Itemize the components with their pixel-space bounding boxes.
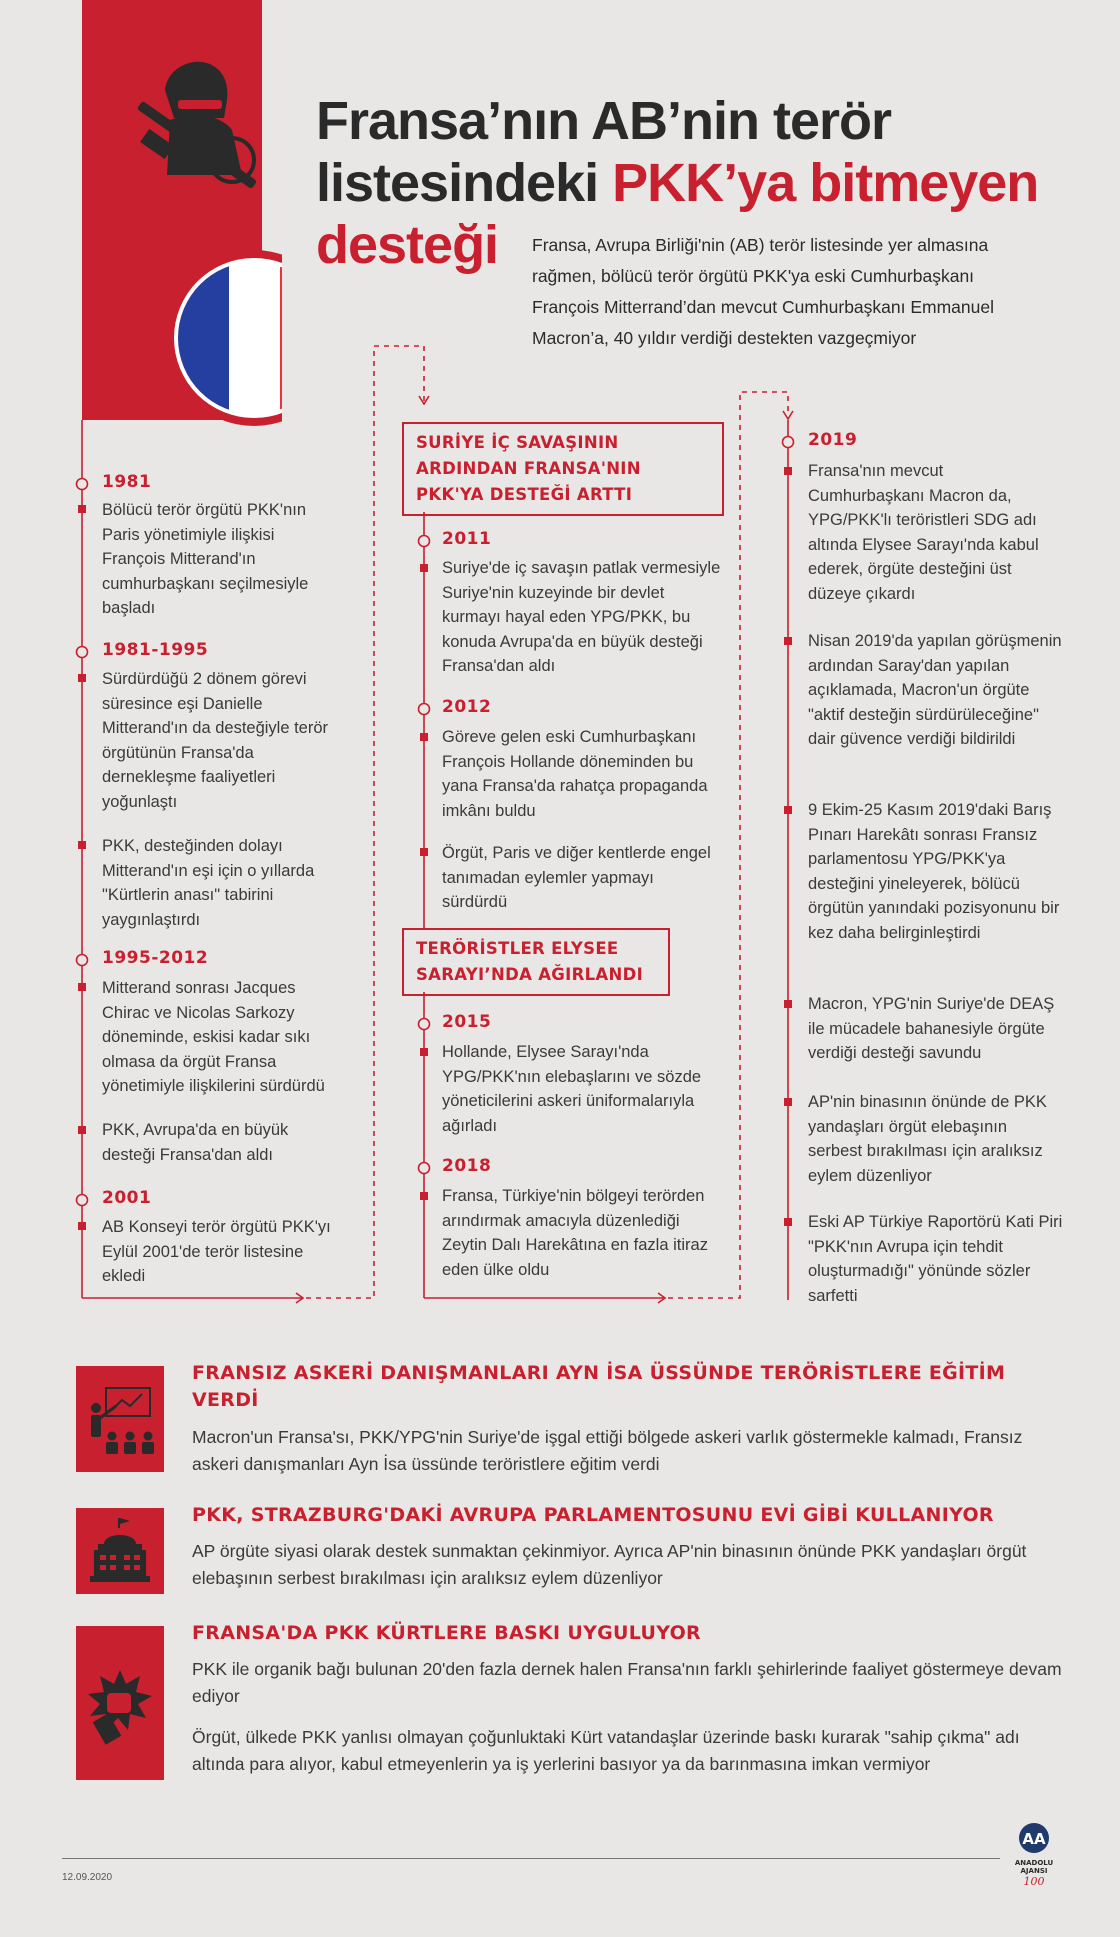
pressure-icon-box xyxy=(76,1626,164,1780)
block-parliament-title: PKK, STRAZBURG'DAKİ AVRUPA PARLAMENTOSUNU EVİ GİBİ KULLANIYOR xyxy=(192,1504,994,1526)
event-1995-2012-b: PKK, Avrupa'da en büyük desteği Fransa'dan aldı xyxy=(102,1121,289,1164)
title-line-2-dark: listesindeki xyxy=(316,153,613,213)
event-2019-4: Macron, YPG'nin Suriye'de DEAŞ ile mücadele bahanesiyle örgüte verdiği desteği savundu xyxy=(808,995,1055,1062)
fist-icon xyxy=(76,1626,164,1780)
block-training-text: Macron'un Fransa'sı, PKK/YPG'nin Suriye'de işgal ettiği bölgede askeri varlık göstermekle kalmadı, Fransız askeri danışmanları Ayn İsa üssünde teröristlere eğitim verdi xyxy=(192,1427,1023,1474)
block-pressure-text-a: PKK ile organik bağı bulunan 20'den fazla dernek halen Fransa'nın farklı şehirlerinde faaliyet göstermeye devam ediyor xyxy=(192,1659,1062,1706)
event-1981-1995-b: PKK, desteğinden dolayı Mitterand'ın eşi için o yıllarda "Kürtlerin anası" tabirini yaygınlaştırdı xyxy=(102,837,315,929)
event-2015: Hollande, Elysee Sarayı'nda YPG/PKK'nın elebaşlarını ve sözde yöneticilerini askeri üniformalarıyla ağırladı xyxy=(442,1043,702,1135)
event-2019-3: 9 Ekim-25 Kasım 2019'daki Barış Pınarı Harekâtı sonrası Fransız parlamentosu YPG/PKK'ya desteğini yineleyerek, bölücü örgütün yanındaki pozisyonunu bir kez daha belirginleştirdi xyxy=(808,801,1060,942)
title-line-2-red: PKK’ya bitmeyen xyxy=(612,153,1039,213)
block-pressure-text-b: Örgüt, ülkede PKK yanlısı olmayan çoğunluktaki Kürt vatandaşlar üzerinde baskı kurarak "sahip çıkma" adı altında para alıyor, kabul etmeyenlerin ya iş yerlerini basıyor ya da barınmasına imkan vermiyor xyxy=(192,1727,1020,1774)
year-2018: 2018 xyxy=(442,1156,492,1176)
training-icon xyxy=(76,1366,164,1472)
event-2019-2: Nisan 2019'da yapılan görüşmenin ardından Saray'dan yapılan açıklamada, Macron'un örgüte "aktif desteğin sürdürüleceğine" dair güvence verdiği bildirildi xyxy=(808,632,1062,748)
event-2019-6: Eski AP Türkiye Raportörü Kati Piri "PKK'nın Avrupa için tehdit oluşturmadığı" yönünde sözler sarfetti xyxy=(808,1213,1063,1305)
event-1981: Bölücü terör örgütü PKK'nın Paris yönetimiyle ilişkisi François Mitterand'ın cumhurbaşkanı seçilmesiyle başladı xyxy=(102,501,309,617)
logo-years: 100 xyxy=(1023,1875,1045,1888)
event-1995-2012-a: Mitterand sonrası Jacques Chirac ve Nicolas Sarkozy döneminde, eskisi kadar sıkı olmasa da örgüt Fransa yönetimiyle ilişkilerini sürdürdü xyxy=(102,979,325,1095)
year-2011: 2011 xyxy=(442,529,492,549)
event-2001: AB Konseyi terör örgütü PKK'yı Eylül 2001'de terör listesine ekledi xyxy=(102,1218,331,1285)
event-2019-1: Fransa'nın mevcut Cumhurbaşkanı Macron da, YPG/PKK'lı teröristleri SDG adı altında Elysee Sarayı'nda kabul ederek, örgüte desteğini üst düzeye çıkardı xyxy=(808,462,1039,603)
event-2018: Fransa, Türkiye'nin bölgeyi terörden arındırmak amacıyla düzenlediği Zeytin Dalı Harekâtına en fazla itiraz eden ülke oldu xyxy=(442,1187,708,1279)
year-2012: 2012 xyxy=(442,697,492,717)
year-2015: 2015 xyxy=(442,1012,492,1032)
event-1981-1995-a: Sürdürdüğü 2 dönem görevi süresince eşi Danielle Mitterand'ın da desteğiyle terör örgütünün Fransa'da dernekleşme faaliyetleri yoğunlaştı xyxy=(102,670,329,811)
parliament-icon xyxy=(76,1508,164,1594)
aa-logo-icon xyxy=(1004,1822,1064,1854)
footer-divider xyxy=(62,1858,1000,1859)
aa-logo-letters: AA xyxy=(1022,1830,1046,1848)
title-line-3: desteği xyxy=(316,215,499,275)
block-training-title: FRANSIZ ASKERİ DANIŞMANLARI AYN İSA ÜSSÜNDE TERÖRİSTLERE EĞİTİM VERDİ xyxy=(192,1362,1006,1411)
block-parliament-text: AP örgüte siyasi olarak destek sunmaktan çekinmiyor. Ayrıca AP'nin binasının önünde PKK yandaşları örgüt elebaşının serbest bırakılması için aralıksız eylem düzenliyor xyxy=(192,1541,1027,1588)
year-2001: 2001 xyxy=(102,1188,152,1208)
event-2012-a: Göreve gelen eski Cumhurbaşkanı François Hollande döneminden bu yana Fransa'da rahatça propaganda imkânı buldu xyxy=(442,728,708,820)
title-line-1: Fransa’nın AB’nin terör xyxy=(316,91,892,151)
year-1981-1995: 1981-1995 xyxy=(102,640,209,660)
year-1981: 1981 xyxy=(102,472,152,492)
event-2011: Suriye'de iç savaşın patlak vermesiyle Suriye'nin kuzeyinde bir devlet kurmayı hayal eden YPG/PKK, bu konuda Avrupa'da en büyük desteği Fransa'dan aldı xyxy=(442,559,721,675)
section-elysee: TERÖRİSTLER ELYSEE SARAYI’NDA AĞIRLANDI xyxy=(402,928,670,996)
logo-name: ANADOLU AJANSI xyxy=(1014,1859,1054,1875)
training-icon-box xyxy=(76,1366,164,1472)
event-2019-5: AP'nin binasının önünde de PKK yandaşları örgüt elebaşının serbest bırakılması için aralıksız eylem düzenliyor xyxy=(808,1093,1047,1185)
year-2019: 2019 xyxy=(808,430,858,450)
footer-date: 12.09.2020 xyxy=(62,1872,113,1883)
parliament-icon-box xyxy=(76,1508,164,1594)
event-2012-b: Örgüt, Paris ve diğer kentlerde engel tanımadan eylemler yapmayı sürdürdü xyxy=(442,844,711,911)
block-pressure-title: FRANSA'DA PKK KÜRTLERE BASKI UYGULUYOR xyxy=(192,1622,701,1644)
anadolu-logo xyxy=(1004,1822,1064,1888)
section-syria-civil-war: SURİYE İÇ SAVAŞININ ARDINDAN FRANSA'NIN PKK'YA DESTEĞİ ARTTI xyxy=(402,422,724,516)
subtitle: Fransa, Avrupa Birliği'nin (AB) terör listesinde yer almasına rağmen, bölücü terör örgütü PKK'ya eski Cumhurbaşkanı François Mitterrand’dan mevcut Cumhurbaşkanı Emmanuel Macron’a, 40 yıldır verdiği destekten vazgeçmiyor xyxy=(532,235,994,348)
year-1995-2012: 1995-2012 xyxy=(102,948,209,968)
